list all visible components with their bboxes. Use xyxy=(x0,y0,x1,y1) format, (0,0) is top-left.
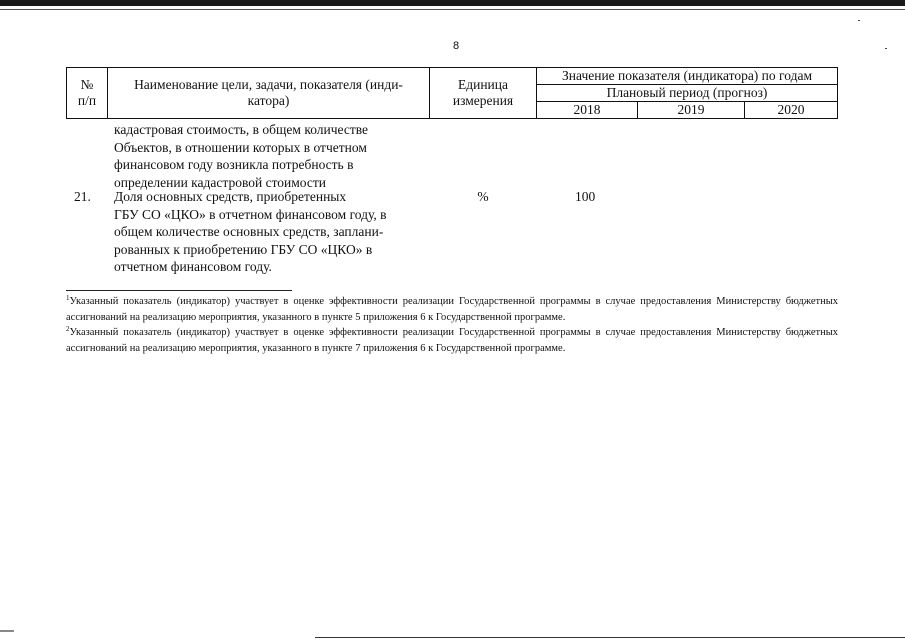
row-indicator-name: Доля основных средств, приобретенных ГБУ СО «ЦКО» в отчетном финансовом году, в общем количестве основных средств, заплани- рованных к приобретению ГБУ СО «ЦКО» в отчетном финансовом году. xyxy=(114,189,387,274)
scan-edge-mark xyxy=(0,630,14,632)
header-number: № п/п xyxy=(67,68,108,119)
row-value-2018: 100 xyxy=(575,189,596,204)
scan-bottom-line xyxy=(315,637,905,638)
footnotes xyxy=(66,294,838,356)
header-year-2020: 2020 xyxy=(745,102,838,119)
page-number: 8 xyxy=(452,40,460,52)
scan-speck xyxy=(885,48,887,49)
header-year-2019: 2019 xyxy=(638,102,745,119)
header-planned-period: Плановый период (прогноз) xyxy=(537,85,838,102)
header-year-2018: 2018 xyxy=(537,102,638,119)
footnote-separator xyxy=(66,290,292,291)
header-indicator-name: Наименование цели, задачи, показателя (инди- катора) xyxy=(108,68,430,119)
scan-top-border xyxy=(0,0,905,6)
footnote-1: $^1$Указанный показатель (индикатор) участвует в оценке эффективности реализации Государственной программы в случае предоставления Министерству бюджетных ассигнований на реализацию мероприятия, указанного в пункте 5 приложения 6 к Государственной программе. xyxy=(66,294,838,323)
header-unit: Единица измерения xyxy=(430,68,537,119)
indicator-table-header xyxy=(66,67,838,119)
scan-speck xyxy=(858,20,860,21)
header-value-group: Значение показателя (индикатора) по годам xyxy=(537,68,838,85)
row-unit: % xyxy=(477,189,489,204)
previous-row-continuation: кадастровая стоимость, в общем количестве Объектов, в отношении которых в отчетном финансовом году возникла потребность в определении кадастровой стоимости xyxy=(114,122,369,190)
scan-top-line xyxy=(0,9,905,10)
row-number: 21. xyxy=(74,189,91,204)
footnote-2: $^2$Указанный показатель (индикатор) участвует в оценке эффективности реализации Государственной программы в случае предоставления Министерству бюджетных ассигнований на реализацию мероприятия, указанного в пункте 7 приложения 6 к Государственной программе. xyxy=(66,325,838,354)
